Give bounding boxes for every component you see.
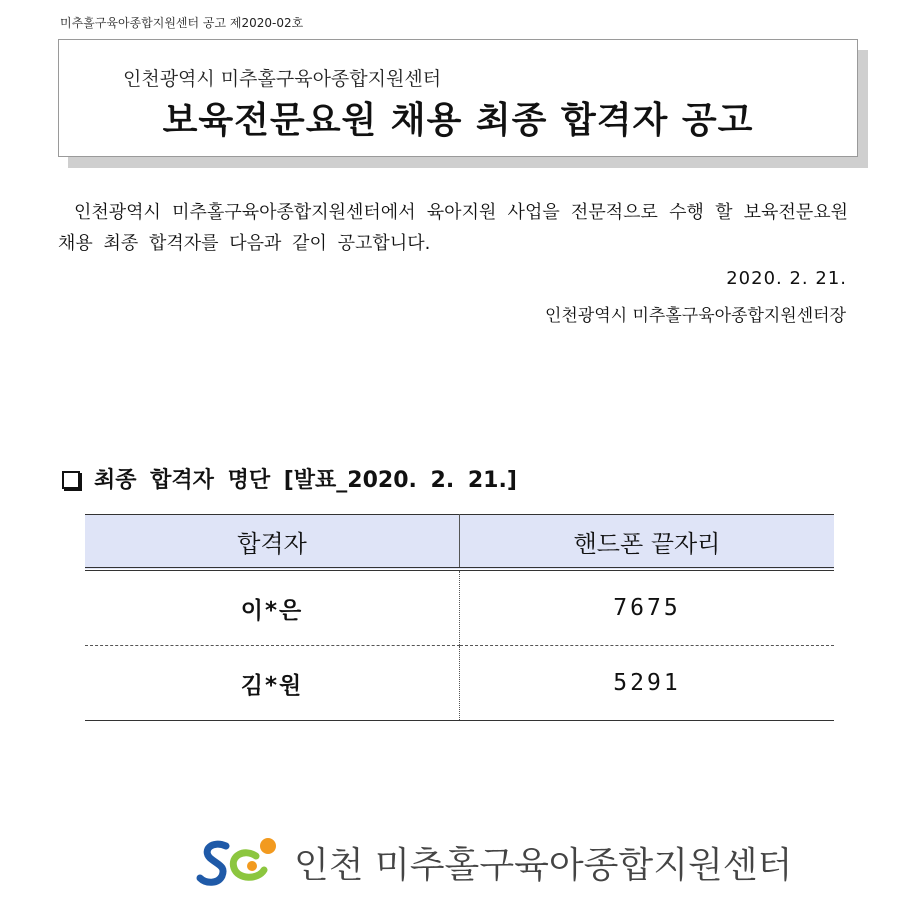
table-header-row <box>85 515 834 570</box>
table-row <box>85 646 834 721</box>
section-heading <box>62 463 517 494</box>
square-bullet-icon <box>62 471 80 489</box>
footer-logo <box>196 834 792 890</box>
table-row <box>85 569 834 646</box>
footer-logo-text: 인천 미추홀구육아종합지원센터 <box>294 844 793 886</box>
page-title: 보육전문요원 채용 최종 합격자 공고 <box>162 100 754 141</box>
phone-last-digits: 7675 <box>460 569 835 646</box>
intro-paragraph <box>58 197 848 259</box>
intro-text: 인천광역시 미추홀구육아종합지원센터에서 육아지원 사업을 전문적으로 수행 할 보육전문요원 채용 최종 합격자를 다음과 같이 공고합니다. <box>58 202 848 254</box>
phone-last-digits: 5291 <box>460 646 835 721</box>
results-table <box>85 514 834 721</box>
section-heading-text: 최종 합격자 명단 [발표_2020. 2. 21.] <box>94 468 517 493</box>
announcement-date: 2020. 2. 21. <box>726 268 847 289</box>
center-logo-icon <box>196 834 288 890</box>
title-organization: 인천광역시 미추홀구육아종합지원센터 <box>123 68 442 90</box>
title-box <box>58 39 858 157</box>
candidate-name: 김*원 <box>85 646 460 721</box>
column-header-phone: 핸드폰 끝자리 <box>460 515 835 570</box>
column-header-name: 합격자 <box>85 515 460 570</box>
document-number: 미추홀구육아종합지원센터 공고 제2020-02호 <box>60 16 304 30</box>
signer: 인천광역시 미추홀구육아종합지원센터장 <box>545 306 846 326</box>
candidate-name: 이*은 <box>85 569 460 646</box>
